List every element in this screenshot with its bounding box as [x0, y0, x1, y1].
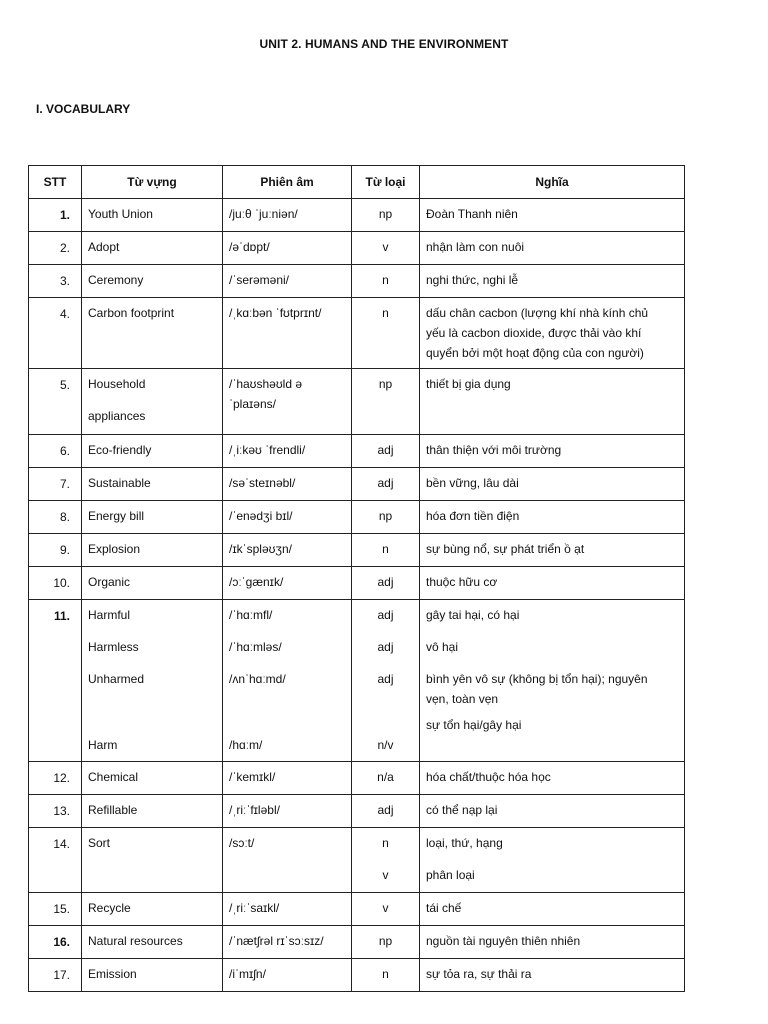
table-row	[29, 762, 685, 795]
row-meaning-line: sự tổn hại/gây hại	[426, 718, 522, 732]
row-pos: np	[378, 934, 393, 948]
document-title: UNIT 2. HUMANS AND THE ENVIRONMENT	[259, 37, 509, 51]
row-meaning: hóa chất/thuộc hóa học	[426, 770, 551, 784]
row-meaning: nhận làm con nuôi	[426, 240, 525, 254]
row-number: 2.	[29, 232, 82, 265]
row-pos: n	[382, 306, 389, 320]
row-meaning: sự bùng nổ, sự phát triển ồ ạt	[426, 542, 585, 556]
row-pos: np	[378, 377, 393, 391]
row-number: 14.	[29, 828, 82, 893]
row-meaning: Đoàn Thanh niên	[426, 207, 518, 221]
row-ipa: /əˈdɒpt/	[229, 240, 270, 254]
row-pos: v	[382, 901, 389, 915]
header-word: Từ vựng	[82, 166, 223, 199]
row-ipa: /ˈserəməni/	[229, 273, 290, 287]
row-number: 16.	[29, 926, 82, 959]
row-meaning: sự tỏa ra, sự thải ra	[426, 967, 532, 981]
row-meaning-line: loại, thứ, hạng	[426, 836, 503, 850]
row-number: 10.	[29, 567, 82, 600]
row-number: 13.	[29, 795, 82, 828]
table-row	[29, 298, 685, 369]
row-pos-line: n	[382, 836, 389, 850]
row-meaning-line: vẹn, toàn vẹn	[426, 692, 499, 706]
row-ipa: /ɪkˈspləʊʒn/	[229, 542, 292, 556]
table-row	[29, 534, 685, 567]
row-pos: np	[378, 207, 393, 221]
header-stt: STT	[29, 166, 82, 199]
row-pos: n	[382, 967, 389, 981]
row-pos: n	[382, 273, 389, 287]
row-ipa: /ˌiːkəʊ ˈfrendli/	[229, 443, 306, 457]
row-ipa: /ˌkɑːbən ˈfʊtprɪnt/	[229, 306, 322, 320]
row-ipa-line: /ˈhɑːmləs/	[229, 640, 282, 654]
row-word: Refillable	[88, 803, 138, 817]
row-word: Carbon footprint	[88, 306, 175, 320]
table-row	[29, 926, 685, 959]
table-row	[29, 369, 685, 435]
table-row	[29, 828, 685, 893]
row-meaning: có thể nạp lại	[426, 803, 498, 817]
row-number: 17.	[29, 959, 82, 992]
row-pos: adj	[377, 443, 394, 457]
table-row	[29, 199, 685, 232]
row-pos: adj	[377, 803, 394, 817]
header-ipa: Phiên âm	[223, 166, 352, 199]
row-ipa-line: ˈplaɪəns/	[229, 397, 276, 411]
row-pos: v	[382, 240, 389, 254]
row-word: Adopt	[88, 240, 120, 254]
header-meaning: Nghĩa	[420, 166, 685, 199]
row-word: Eco-friendly	[88, 443, 152, 457]
table-row	[29, 567, 685, 600]
row-meaning-line: yếu là cacbon dioxide, được thải vào khí	[426, 326, 642, 340]
row-meaning: hóa đơn tiền điện	[426, 509, 520, 523]
row-word: Ceremony	[88, 273, 144, 287]
row-word: Sort	[88, 836, 111, 850]
row-word: Chemical	[88, 770, 139, 784]
row-ipa: /ˌriːˈsaɪkl/	[229, 901, 280, 915]
row-meaning-line: quyển bởi một hoạt động của con người)	[426, 346, 644, 360]
row-meaning: thiết bị gia dụng	[426, 377, 511, 391]
row-ipa-line: /hɑːm/	[229, 738, 263, 752]
row-number: 3.	[29, 265, 82, 298]
row-meaning-line: gây tai hại, có hại	[426, 608, 520, 622]
row-pos: n/a	[377, 770, 394, 784]
row-pos: adj	[377, 476, 394, 490]
row-meaning-line: phân loại	[426, 868, 475, 882]
row-word: Natural resources	[88, 934, 183, 948]
row-ipa-line: /ˈhaʊshəʊld ə	[229, 377, 303, 391]
row-word-line: Harmless	[88, 640, 139, 654]
table-row	[29, 959, 685, 992]
table-header-row	[29, 166, 685, 199]
row-meaning: bền vững, lâu dài	[426, 476, 519, 490]
row-number: 9.	[29, 534, 82, 567]
table-row	[29, 265, 685, 298]
row-number: 1.	[29, 199, 82, 232]
row-meaning: nguồn tài nguyên thiên nhiên	[426, 934, 581, 948]
row-pos-line: adj	[377, 608, 394, 622]
row-pos-line: v	[382, 868, 389, 882]
row-pos: n	[382, 542, 389, 556]
row-word: Sustainable	[88, 476, 151, 490]
row-word: Organic	[88, 575, 131, 589]
row-pos-line: adj	[377, 640, 394, 654]
row-word-line: appliances	[88, 409, 146, 423]
row-ipa: /ˈkemɪkl/	[229, 770, 276, 784]
row-meaning: thân thiện với môi trường	[426, 443, 562, 457]
table-row	[29, 501, 685, 534]
row-number: 7.	[29, 468, 82, 501]
row-meaning: tái chế	[426, 901, 462, 915]
row-meaning-line: vô hại	[426, 640, 459, 654]
header-pos: Từ loại	[352, 166, 420, 199]
section-heading: I. VOCABULARY	[36, 102, 131, 116]
row-ipa: /sɔːt/	[229, 836, 255, 850]
row-ipa: /ˈenədʒi bɪl/	[229, 509, 293, 523]
row-number: 4.	[29, 298, 82, 369]
row-ipa-line: /ʌnˈhɑːmd/	[229, 672, 286, 686]
row-ipa: /ˌriːˈfɪləbl/	[229, 803, 280, 817]
row-pos: adj	[377, 575, 394, 589]
row-meaning-line: bình yên vô sự (không bị tổn hại); nguyên	[426, 672, 648, 686]
row-number: 8.	[29, 501, 82, 534]
row-number: 12.	[29, 762, 82, 795]
row-number: 5.	[29, 369, 82, 435]
row-word-line: Harm	[88, 738, 118, 752]
row-ipa-line: /ˈhɑːmfl/	[229, 608, 273, 622]
vocabulary-table	[28, 165, 685, 992]
row-ipa: /juːθ ˈjuːniən/	[229, 207, 298, 221]
row-number: 11.	[29, 600, 82, 762]
row-ipa: /ɔːˈgænɪk/	[229, 575, 284, 589]
row-pos-line: n/v	[377, 738, 394, 752]
row-word-line: Harmful	[88, 608, 131, 622]
row-word-line: Unharmed	[88, 672, 145, 686]
row-meaning: nghi thức, nghi lễ	[426, 273, 519, 287]
row-word: Youth Union	[88, 207, 153, 221]
row-word-line: Household	[88, 377, 146, 391]
row-word: Emission	[88, 967, 137, 981]
row-word: Explosion	[88, 542, 141, 556]
table-row	[29, 893, 685, 926]
table-row	[29, 795, 685, 828]
table-row	[29, 600, 685, 762]
table-row	[29, 468, 685, 501]
row-meaning: thuộc hữu cơ	[426, 575, 498, 589]
row-pos: np	[378, 509, 393, 523]
table-row	[29, 232, 685, 265]
row-word: Energy bill	[88, 509, 145, 523]
row-word: Recycle	[88, 901, 131, 915]
row-number: 6.	[29, 435, 82, 468]
row-number: 15.	[29, 893, 82, 926]
row-meaning-line: dấu chân cacbon (lượng khí nhà kính chủ	[426, 306, 649, 320]
table-row	[29, 435, 685, 468]
row-ipa: /iˈmɪʃn/	[229, 967, 266, 981]
row-ipa: /səˈsteɪnəbl/	[229, 476, 296, 490]
row-ipa: /ˈnætʃrəl rɪˈsɔːsɪz/	[229, 934, 324, 948]
row-pos-line: adj	[377, 672, 394, 686]
